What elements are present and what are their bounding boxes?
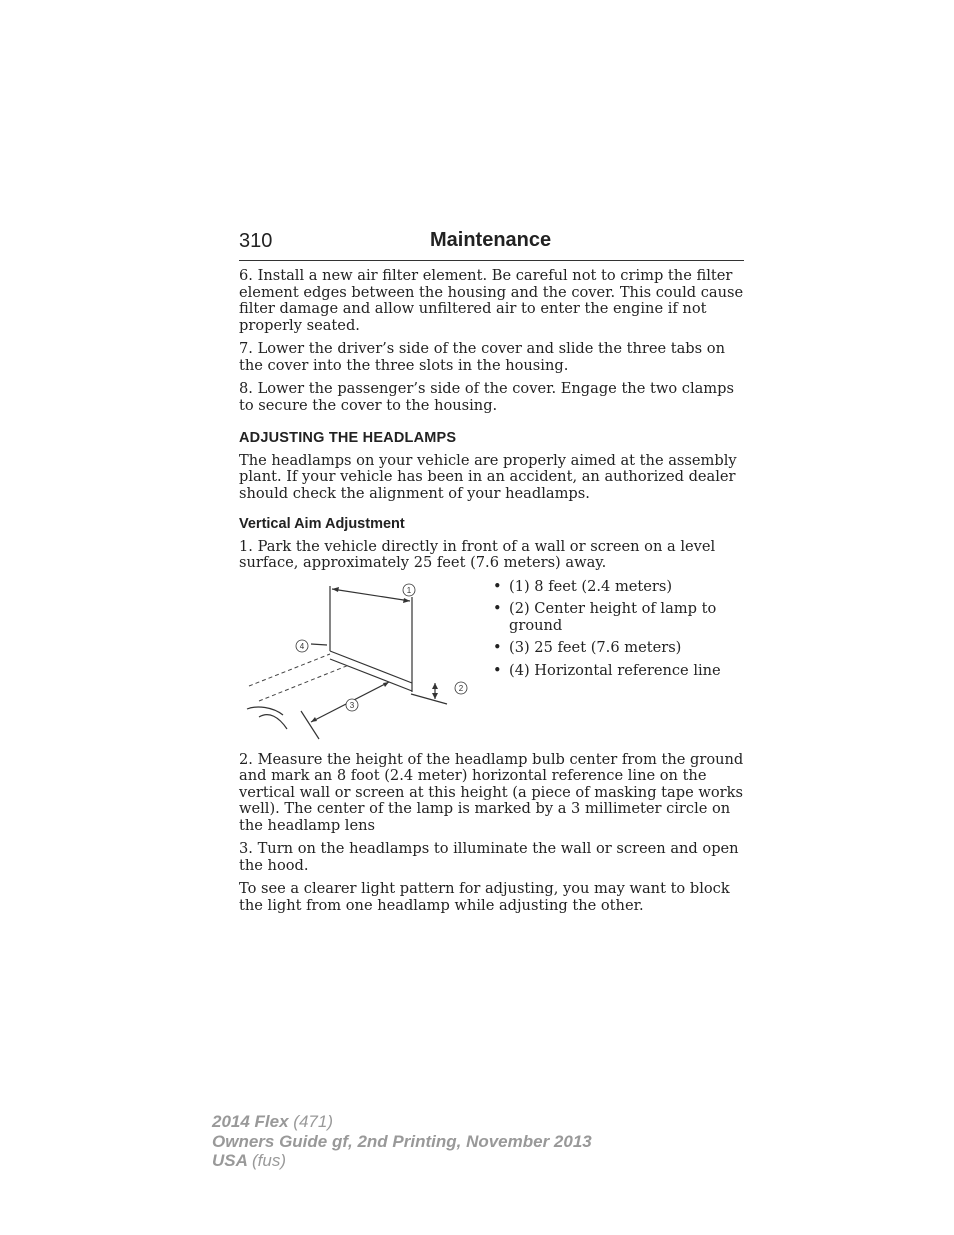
paragraph-tip: To see a clearer light pattern for adjusting, you may want to block the light from one headlamp while adjusting the other. [239,880,730,914]
paragraph-step-2: 2. Measure the height of the headlamp bulb center from the ground and mark an 8 foot (2.4 meter) horizontal reference line on the vertical wall or screen at this height (a piece of masking tape works well). The center of the lamp is marked by a 3 millimeter circle on the headlamp lens [239,750,744,834]
list-item: • (3) 25 feet (7.6 meters) [493,640,743,657]
callout-2: 2 [458,683,464,693]
list-item: • (1) 8 feet (2.4 meters) [493,579,743,596]
paragraph-step-6: 6. Install a new air filter element. Be careful not to crimp the filter element edges between the housing and the cover. This could cause filter damage and allow unfiltered air to enter the engine if not properly seated. [239,267,744,334]
page-footer [212,1112,592,1171]
figure-row [239,579,745,742]
paragraph-step-7: 7. Lower the driver’s side of the cover and slide the three tabs on the cover into the three slots in the housing. [239,340,725,374]
page-number: 310 [239,230,273,252]
footer-line-region [212,1151,592,1171]
paragraph-step-8: 8. Lower the passenger’s side of the cover. Engage the two clamps to secure the cover to the housing. [239,380,734,414]
callout-1: 1 [406,585,412,595]
footer-region-code: (fus) [252,1151,286,1170]
subsection-heading: Vertical Aim Adjustment [239,516,405,532]
paragraph-step-3: 3. Turn on the headlamps to illuminate the wall or screen and open the hood. [239,840,739,874]
footer-model-code: (471) [293,1112,333,1131]
headlamp-aim-diagram [239,579,489,742]
legend-list [493,579,743,742]
footer-guide: Owners Guide gf, 2nd Printing, November 2013 [212,1131,592,1151]
section-title: Maintenance [430,229,552,251]
list-item: • (4) Horizontal reference line [493,663,743,680]
page-header [239,228,744,261]
list-item: • (2) Center height of lamp to ground [493,601,743,634]
callout-3: 3 [349,700,355,710]
paragraph-step-1: 1. Park the vehicle directly in front of a wall or screen on a level surface, approximately 25 feet (7.6 meters) away. [239,537,716,571]
footer-model: 2014 Flex [212,1112,289,1131]
callout-4: 4 [299,641,305,651]
footer-line-model [212,1112,592,1132]
intro-paragraph: The headlamps on your vehicle are properly aimed at the assembly plant. If your vehicle has been in an accident, an authorized dealer should check the alignment of your headlamps. [239,451,737,502]
section-heading: ADJUSTING THE HEADLAMPS [239,430,457,446]
footer-region: USA [212,1151,248,1170]
page-content [239,268,745,921]
